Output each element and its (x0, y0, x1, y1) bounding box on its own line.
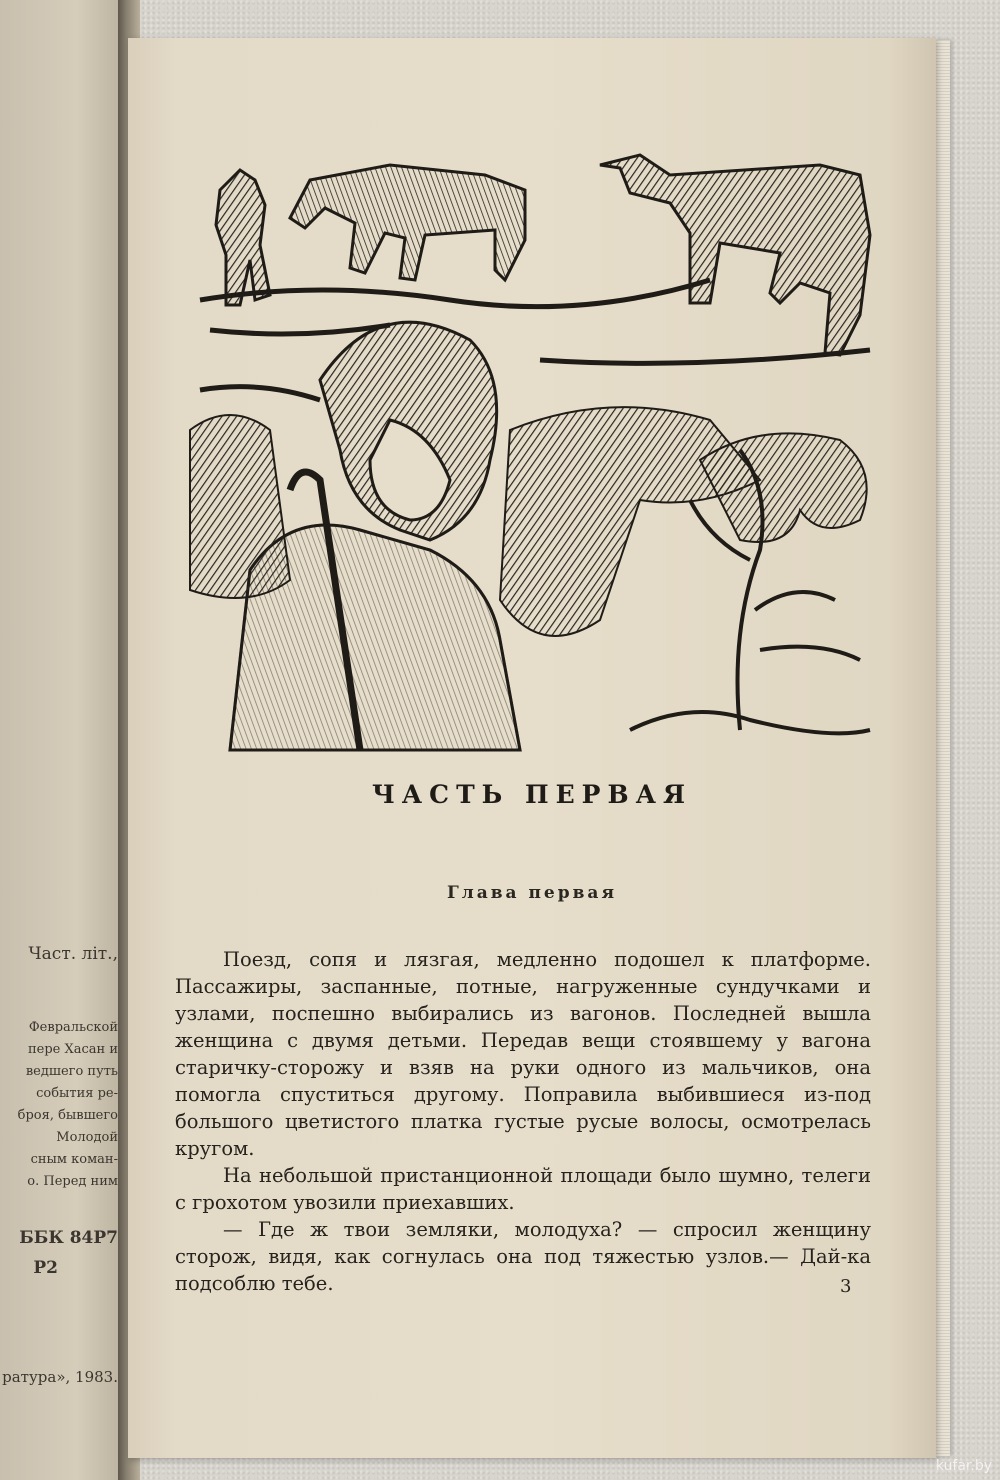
left-page-text-line: Част. літ., (28, 944, 118, 964)
left-page (0, 0, 128, 1480)
cow-left (216, 170, 270, 305)
page-edges (936, 40, 950, 1456)
ground-strokes (200, 280, 870, 400)
left-page-text-line: пере Хасан и (27, 1042, 118, 1057)
paragraph: Поезд, сопя и лязгая, медленно подошел к платформе. Пассажиры, заспанные, потные, нагруженные сундучками и узлами, поспешно выбирались из вагонов. Последней вышла женщина с двумя детьми. Передав вещи стоявшему у вагона старичку-сторожу и взяв на руки одного из мальчиков, она помогла спуститься другому. Поправила выбившиеся из-под большого цветистого платка густые русые волосы, осмотрелась кругом. (175, 948, 871, 1160)
left-page-imprint: ратура», 1983. (2, 1368, 118, 1386)
left-page-text-line: о. Перед ним (27, 1174, 118, 1189)
paragraph: — Где ж твои земляки, молодуха? — спросил женщину сторож, видя, как согнулась она под тяжестью узлов.— Дай-ка подсоблю тебе. (175, 1218, 871, 1295)
paragraph: На небольшой пристанционной площади было шумно, телеги с грохотом увозили приехавших. (175, 1164, 871, 1214)
right-page (128, 38, 936, 1458)
left-page-text-line: броя, бывшего (17, 1108, 118, 1123)
page-number: 3 (840, 1276, 852, 1297)
engraving-illustration (180, 130, 884, 760)
cow-grazing (290, 165, 525, 280)
bbk-subcode: Р2 (33, 1258, 58, 1278)
bbk-code: ББК 84Р7 (19, 1228, 118, 1248)
chapter-title: Глава первая (446, 883, 618, 903)
site-watermark: kufar.by (935, 1458, 992, 1474)
left-page-text-line: Февральской (28, 1020, 118, 1035)
left-page-text-line: события ре- (36, 1086, 118, 1101)
chapter-illustration (180, 130, 884, 760)
left-page-text-line: ведшего путь (25, 1064, 118, 1079)
part-title: ЧАСТЬ ПЕРВАЯ (371, 780, 693, 809)
chapter-body-text (175, 946, 871, 1297)
left-page-text-line: Молодой (56, 1130, 118, 1145)
left-page-text-line: сным коман- (30, 1152, 118, 1167)
cow-right (600, 155, 870, 355)
